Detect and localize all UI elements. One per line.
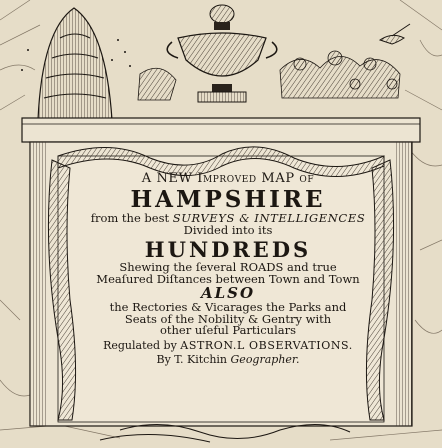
observations-text: ASTRON.L OBSERVATIONS. xyxy=(180,338,353,352)
roads-line: Shewing the ſeveral ROADS and true xyxy=(119,260,337,274)
author-name: By T. Kitchin xyxy=(156,352,228,366)
map-title: HAMPSHIRE xyxy=(130,186,326,213)
seats-line: Seats of the Nobility & Gentry with xyxy=(124,311,332,326)
author-title: Geographer. xyxy=(230,352,300,366)
source-prefix: from the best xyxy=(90,211,170,225)
beehive xyxy=(21,8,131,120)
scrollwork xyxy=(100,424,350,442)
particulars-line: other uſeful Particulars xyxy=(159,323,297,337)
regulated-line xyxy=(78,340,378,351)
also-heading: ALSO xyxy=(200,284,256,302)
distances-line: Meaſured Diſtances between Town and Town xyxy=(96,271,360,286)
regulated-prefix: Regulated by xyxy=(103,338,177,352)
rectories-line: the Rectories & Vicarages the Parks and xyxy=(109,300,347,314)
source-surveys: SURVEYS & INTELLIGENCES xyxy=(172,211,366,225)
map-subtitle: HUNDREDS xyxy=(144,237,312,262)
divided-line: Divided into its xyxy=(183,222,273,237)
cartouche-title-block xyxy=(78,172,378,365)
intro-line: A NEW Improved MAP of xyxy=(141,171,315,186)
urn xyxy=(167,5,277,102)
author-line xyxy=(78,354,378,365)
bird xyxy=(380,24,410,44)
